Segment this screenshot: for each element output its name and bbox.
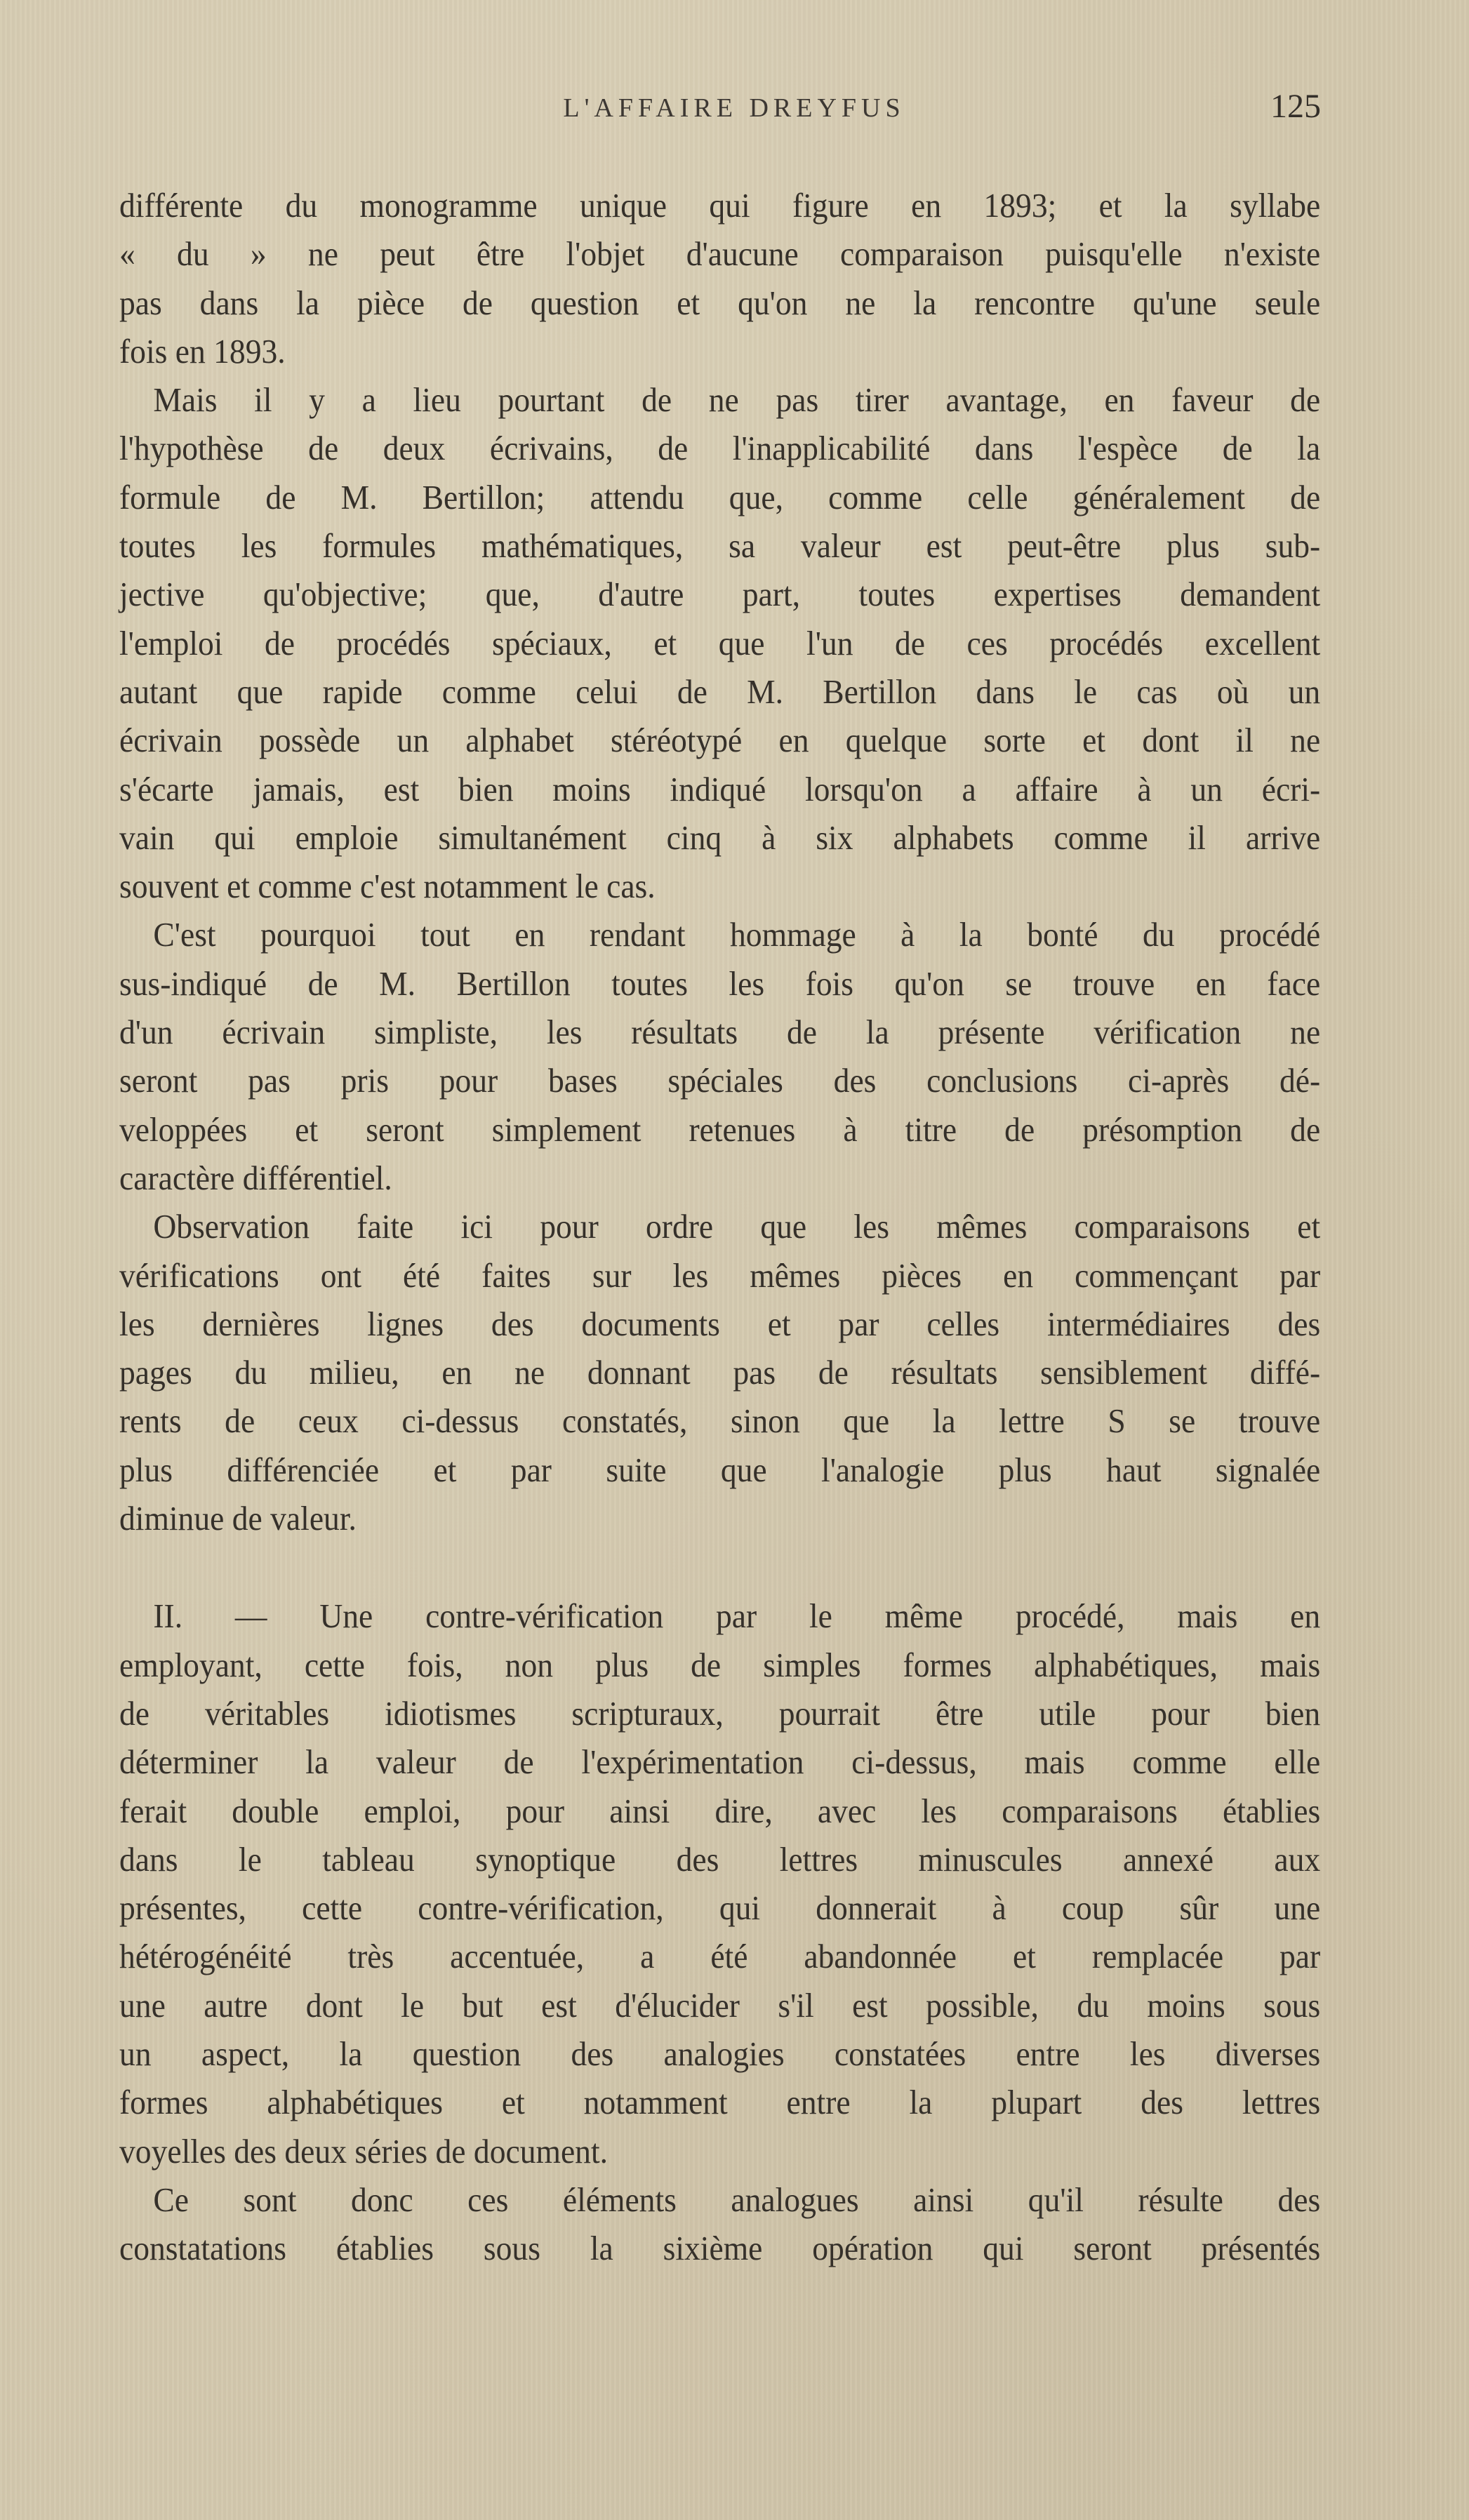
text-line: formes alphabétiques et notamment entre la plupart des lettres [119, 2083, 1321, 2122]
text-line: d'un écrivain simpliste, les résultats de la présente vérification ne [119, 1013, 1321, 1052]
text-line: souvent et comme c'est notamment le cas. [119, 867, 656, 906]
text-line: l'hypothèse de deux écrivains, de l'inapplicabilité dans l'espèce de la [119, 429, 1321, 468]
section-gap [119, 1542, 1321, 1592]
text-line: vain qui emploie simultanément cinq à six alphabets comme il arrive [119, 818, 1321, 857]
text-line: C'est pourquoi tout en rendant hommage à la bonté du procédé [153, 915, 1321, 954]
paragraph [119, 181, 1321, 375]
text-line: Mais il y a lieu pourtant de ne pas tirer avantage, en faveur de [153, 380, 1321, 420]
text-line: Ce sont donc ces éléments analogues ainsi qu'il résulte des [153, 2180, 1321, 2219]
text-line: voyelles des deux séries de document. [119, 2131, 609, 2171]
text-line: autant que rapide comme celui de M. Bertillon dans le cas où un [119, 672, 1321, 711]
text-line: formule de M. Bertillon; attendu que, comme celle généralement de [119, 477, 1321, 516]
text-line: vérifications ont été faites sur les mêmes pièces en commençant par [119, 1255, 1321, 1295]
text-line: présentes, cette contre-vérification, qui donnerait à coup sûr une [119, 1888, 1321, 1928]
text-line: différente du monogramme unique qui figure en 1893; et la syllabe [119, 186, 1321, 225]
text-line: les dernières lignes des documents et par celles intermédiaires des [119, 1304, 1321, 1343]
text-line: s'écarte jamais, est bien moins indiqué lorsqu'on a affaire à un écri- [119, 769, 1321, 808]
text-line: ferait double emploi, pour ainsi dire, avec les comparaisons établies [119, 1791, 1321, 1830]
text-line: pages du milieu, en ne donnant pas de résultats sensiblement diffé- [119, 1353, 1321, 1392]
running-head [119, 83, 1321, 132]
text-line: jective qu'objective; que, d'autre part, toutes expertises demandent [119, 575, 1321, 614]
text-line: hétérogénéité très accentuée, a été abandonnée et remplacée par [119, 1937, 1321, 1976]
text-line: toutes les formules mathématiques, sa valeur est peut-être plus sub- [119, 526, 1321, 566]
text-line: « du » ne peut être l'objet d'aucune comparaison puisqu'elle n'existe [119, 234, 1321, 274]
text-line: déterminer la valeur de l'expérimentation ci-dessus, mais comme elle [119, 1742, 1321, 1782]
text-line: de véritables idiotismes scripturaux, pourrait être utile pour bien [119, 1693, 1321, 1733]
text-line: plus différenciée et par suite que l'analogie plus haut signalée [119, 1450, 1321, 1489]
text-line: écrivain possède un alphabet stéréotypé en quelque sorte et dont il ne [119, 721, 1321, 760]
text-line: Observation faite ici pour ordre que les mêmes comparaisons et [153, 1207, 1321, 1246]
text-line: employant, cette fois, non plus de simples formes alphabétiques, mais [119, 1645, 1321, 1684]
text-line: pas dans la pièce de question et qu'on ne la rencontre qu'une seule [119, 283, 1321, 322]
text-line: II. — Une contre-vérification par le même procédé, mais en [153, 1596, 1321, 1636]
paragraph [119, 1592, 1321, 2175]
text-line: constatations établies sous la sixième opération qui seront présentés [119, 2229, 1321, 2268]
text-line: sus-indiqué de M. Bertillon toutes les fois qu'on se trouve en face [119, 964, 1321, 1003]
page-number: 125 [1270, 88, 1321, 125]
text-line: rents de ceux ci-dessus constatés, sinon que la lettre S se trouve [119, 1401, 1321, 1441]
text-line: seront pas pris pour bases spéciales des conclusions ci-après dé- [119, 1061, 1321, 1100]
paragraph [119, 1202, 1321, 1542]
paragraph [119, 910, 1321, 1202]
text-line: l'emploi de procédés spéciaux, et que l'un de ces procédés excellent [119, 623, 1321, 662]
text-line: un aspect, la question des analogies constatées entre les diverses [119, 2034, 1321, 2073]
body-text [119, 181, 1321, 2272]
text-line: veloppées et seront simplement retenues à titre de présomption de [119, 1109, 1321, 1149]
text-line: dans le tableau synoptique des lettres minuscules annexé aux [119, 1839, 1321, 1879]
running-title: L'AFFAIRE DREYFUS [563, 93, 905, 123]
paragraph [119, 375, 1321, 910]
text-line: une autre dont le but est d'élucider s'il est possible, du moins sous [119, 1985, 1321, 2025]
paragraph [119, 2175, 1321, 2273]
text-line: diminue de valeur. [119, 1499, 357, 1538]
text-line: fois en 1893. [119, 331, 286, 371]
text-line: caractère différentiel. [119, 1158, 392, 1197]
